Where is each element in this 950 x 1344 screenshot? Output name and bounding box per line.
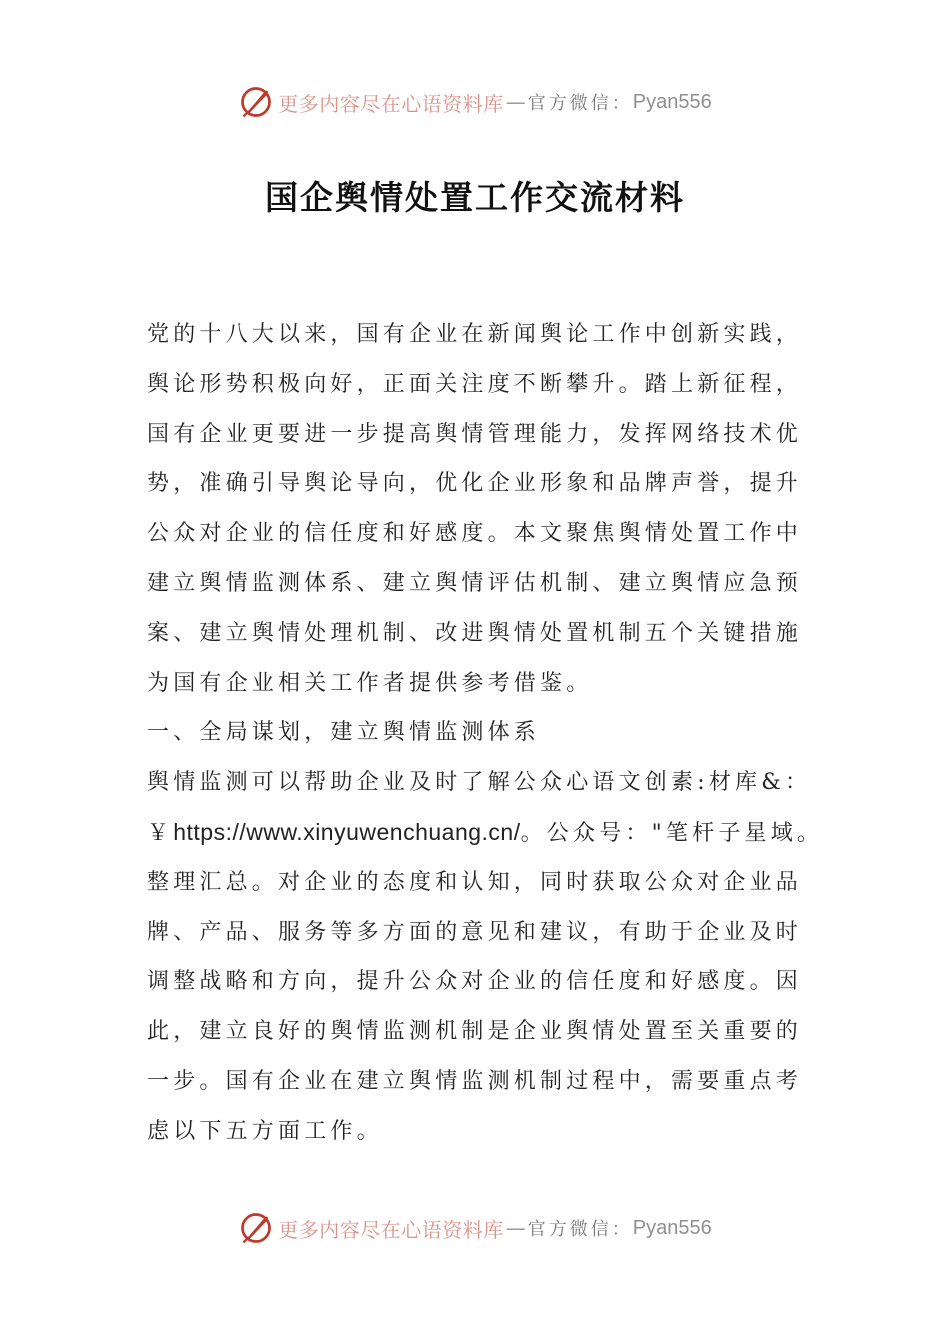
watermark-id: Pyan556 xyxy=(632,1216,712,1239)
body-line: 党的十八大以来，国有企业在新闻舆论工作中创新实践， xyxy=(147,322,803,347)
body-line-url xyxy=(147,808,824,858)
body-line: 整理汇总。对企业的态度和认知，同时获取公众对企业品 xyxy=(147,869,803,895)
watermark-label: 官方微信： xyxy=(527,1219,633,1240)
section-heading: 一、全局谋划，建立舆情监测体系 xyxy=(147,720,541,746)
watermark-banner-bottom xyxy=(0,1208,950,1248)
body-line: 公众对企业的信任度和好感度。本文聚焦舆情处置工作中 xyxy=(147,521,803,547)
watermark-id: Pyan556 xyxy=(632,90,712,113)
body-line: 虑以下五方面工作。 xyxy=(147,1118,383,1144)
body-line: 牌、产品、服务等多方面的意见和建议，有助于企业及时 xyxy=(147,919,803,945)
document-title: 国企舆情处置工作交流材料 xyxy=(265,178,685,217)
watermark-dash: — xyxy=(505,90,526,114)
quill-pen-icon xyxy=(238,84,274,120)
watermark-text: 更多内容尽在心语资料库 xyxy=(278,1217,504,1242)
watermark-text: 更多内容尽在心语资料库 xyxy=(278,91,504,116)
body-line: 势，准确引导舆论导向，优化企业形象和品牌声誉，提升 xyxy=(147,471,803,497)
body-line: 调整战略和方向，提升公众对企业的信任度和好感度。因 xyxy=(147,969,803,995)
body-line: 一步。国有企业在建立舆情监测机制过程中，需要重点考 xyxy=(147,1068,803,1094)
body-line: 舆论形势积极向好，正面关注度不断攀升。踏上新征程， xyxy=(147,371,803,397)
url-suffix: 。公众号："笔杆子星域。 xyxy=(520,820,824,846)
quill-pen-icon xyxy=(238,1210,274,1246)
watermark-dash: — xyxy=(505,1216,526,1240)
watermark-banner-top xyxy=(0,82,950,122)
body-line: 案、建立舆情处理机制、改进舆情处置机制五个关键措施 xyxy=(147,620,803,646)
website-link[interactable]: https://www.xinyuwenchuang.cn/ xyxy=(173,818,521,845)
body-line: 国有企业更要进一步提高舆情管理能力，发挥网络技术优 xyxy=(147,421,803,447)
yen-symbol: ￥ xyxy=(147,820,174,846)
body-line: 建立舆情监测体系、建立舆情评估机制、建立舆情应急预 xyxy=(147,570,803,596)
watermark-label: 官方微信： xyxy=(527,93,633,114)
body-line: 此，建立良好的舆情监测机制是企业舆情处置至关重要的 xyxy=(147,1019,803,1045)
document-body xyxy=(147,310,824,1157)
body-line: 为国有企业相关工作者提供参考借鉴。 xyxy=(147,670,593,696)
body-line: 舆情监测可以帮助企业及时了解公众心语文创素:材库&： xyxy=(147,770,812,796)
